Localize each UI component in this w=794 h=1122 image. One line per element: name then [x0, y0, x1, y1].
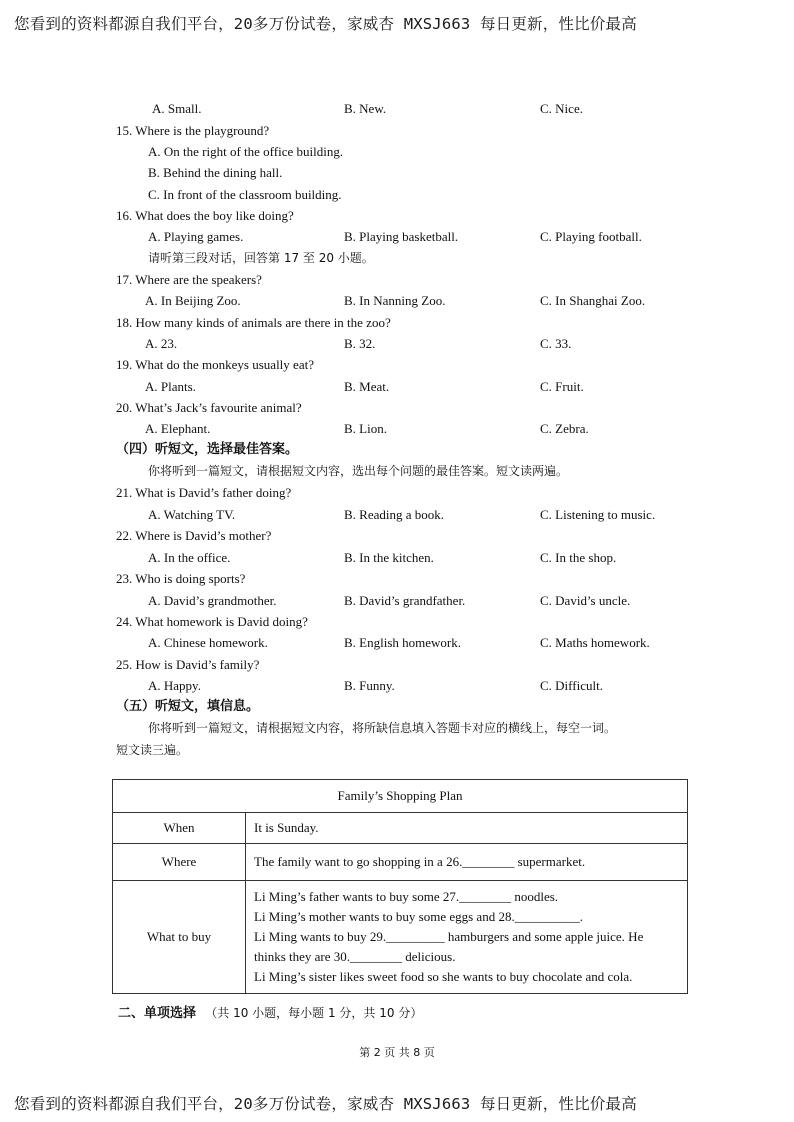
row-content-when: It is Sunday.	[246, 813, 688, 844]
q15-stem: 15. Where is the playground?	[116, 123, 270, 138]
q16-option-a: A. Playing games.	[148, 229, 244, 244]
part3-instruction: 请听第三段对话，回答第 17 至 20 小题。	[148, 251, 374, 265]
part2-heading-line	[118, 1006, 422, 1020]
top-banner: 您看到的资料都源自我们平台，20多万份试卷，家威杏 MXSJ663 每日更新，性比价最高	[14, 15, 637, 33]
q19-stem: 19. What do the monkeys usually eat?	[116, 357, 314, 372]
q24-stem: 24. What homework is David doing?	[116, 614, 308, 629]
buy-line-3: Li Ming wants to buy 29._________ hamburgers and some apple juice. He	[254, 929, 644, 944]
row-content-where: The family want to go shopping in a 26.________ supermarket.	[246, 844, 688, 881]
q19-option-b: B. Meat.	[344, 379, 390, 394]
q18-stem: 18. How many kinds of animals are there in the zoo?	[116, 315, 391, 330]
q25-option-c: C. Difficult.	[540, 678, 603, 693]
q21-option-a: A. Watching TV.	[148, 507, 236, 522]
part2-note: （共 10 小题，每小题 1 分，共 10 分）	[205, 1006, 423, 1020]
q15-option-a: A. On the right of the office building.	[148, 144, 344, 159]
row-label-where: Where	[113, 844, 246, 881]
q21-option-c: C. Listening to music.	[540, 507, 656, 522]
q23-option-a: A. David’s grandmother.	[148, 593, 277, 608]
row-content-what-to-buy	[246, 881, 688, 994]
q19-option-c: C. Fruit.	[540, 379, 584, 394]
q19-option-a: A. Plants.	[145, 379, 196, 394]
row-label-what-to-buy: What to buy	[113, 881, 246, 994]
q17-stem: 17. Where are the speakers?	[116, 272, 262, 287]
q20-stem: 20. What’s Jack’s favourite animal?	[116, 400, 302, 415]
q18-option-c: C. 33.	[540, 336, 572, 351]
table-row	[113, 844, 688, 881]
q17-option-c: C. In Shanghai Zoo.	[540, 293, 646, 308]
part2-heading: 二、单项选择	[118, 1006, 197, 1021]
table-row	[113, 813, 688, 844]
section5-instruction-2: 短文读三遍。	[116, 743, 189, 757]
q16-option-b: B. Playing basketball.	[344, 229, 459, 244]
q20-option-b: B. Lion.	[344, 421, 387, 436]
q24-option-b: B. English homework.	[344, 635, 461, 650]
q21-option-b: B. Reading a book.	[344, 507, 445, 522]
q25-stem: 25. How is David’s family?	[116, 657, 260, 672]
table-title: Family’s Shopping Plan	[113, 780, 688, 813]
shopping-plan-table	[112, 779, 688, 994]
q15-option-c: C. In front of the classroom building.	[148, 187, 342, 202]
q14-option-a: A. Small.	[152, 101, 202, 116]
q24-option-a: A. Chinese homework.	[148, 635, 268, 650]
q17-option-b: B. In Nanning Zoo.	[344, 293, 446, 308]
q20-option-c: C. Zebra.	[540, 421, 589, 436]
q16-option-c: C. Playing football.	[540, 229, 642, 244]
q14-option-c: C. Nice.	[540, 101, 583, 116]
section4-instruction: 你将听到一篇短文，请根据短文内容，选出每个问题的最佳答案。短文读两遍。	[148, 464, 569, 478]
buy-line-5: Li Ming’s sister likes sweet food so she wants to buy chocolate and cola.	[254, 969, 633, 984]
q16-stem: 16. What does the boy like doing?	[116, 208, 294, 223]
buy-line-1: Li Ming’s father wants to buy some 27.________ noodles.	[254, 889, 559, 904]
q23-option-b: B. David’s grandfather.	[344, 593, 466, 608]
row-label-when: When	[113, 813, 246, 844]
bottom-banner: 您看到的资料都源自我们平台，20多万份试卷，家威杏 MXSJ663 每日更新，性比价最高	[14, 1095, 637, 1113]
table-row	[113, 881, 688, 994]
q25-option-a: A. Happy.	[148, 678, 201, 693]
q22-option-b: B. In the kitchen.	[344, 550, 434, 565]
q24-option-c: C. Maths homework.	[540, 635, 650, 650]
q18-option-b: B. 32.	[344, 336, 376, 351]
section4-heading: （四）听短文，选择最佳答案。	[116, 442, 299, 457]
buy-line-2: Li Ming’s mother wants to buy some eggs and 28.__________.	[254, 909, 583, 924]
q23-stem: 23. Who is doing sports?	[116, 571, 246, 586]
q22-option-c: C. In the shop.	[540, 550, 617, 565]
q25-option-b: B. Funny.	[344, 678, 395, 693]
q20-option-a: A. Elephant.	[145, 421, 211, 436]
q22-option-a: A. In the office.	[148, 550, 231, 565]
buy-line-4: thinks they are 30.________ delicious.	[254, 949, 456, 964]
q22-stem: 22. Where is David’s mother?	[116, 528, 272, 543]
page-footer: 第 2 页 共 8 页	[359, 1046, 435, 1059]
q15-option-b: B. Behind the dining hall.	[148, 165, 283, 180]
q23-option-c: C. David’s uncle.	[540, 593, 631, 608]
section5-heading: （五）听短文，填信息。	[116, 699, 260, 714]
q17-option-a: A. In Beijing Zoo.	[145, 293, 241, 308]
q14-option-b: B. New.	[344, 101, 387, 116]
q18-option-a: A. 23.	[145, 336, 178, 351]
section5-instruction-1: 你将听到一篇短文，请根据短文内容，将所缺信息填入答题卡对应的横线上，每空一词。	[148, 721, 617, 735]
q21-stem-visible: 21. What is David’s father doing?	[116, 485, 292, 500]
